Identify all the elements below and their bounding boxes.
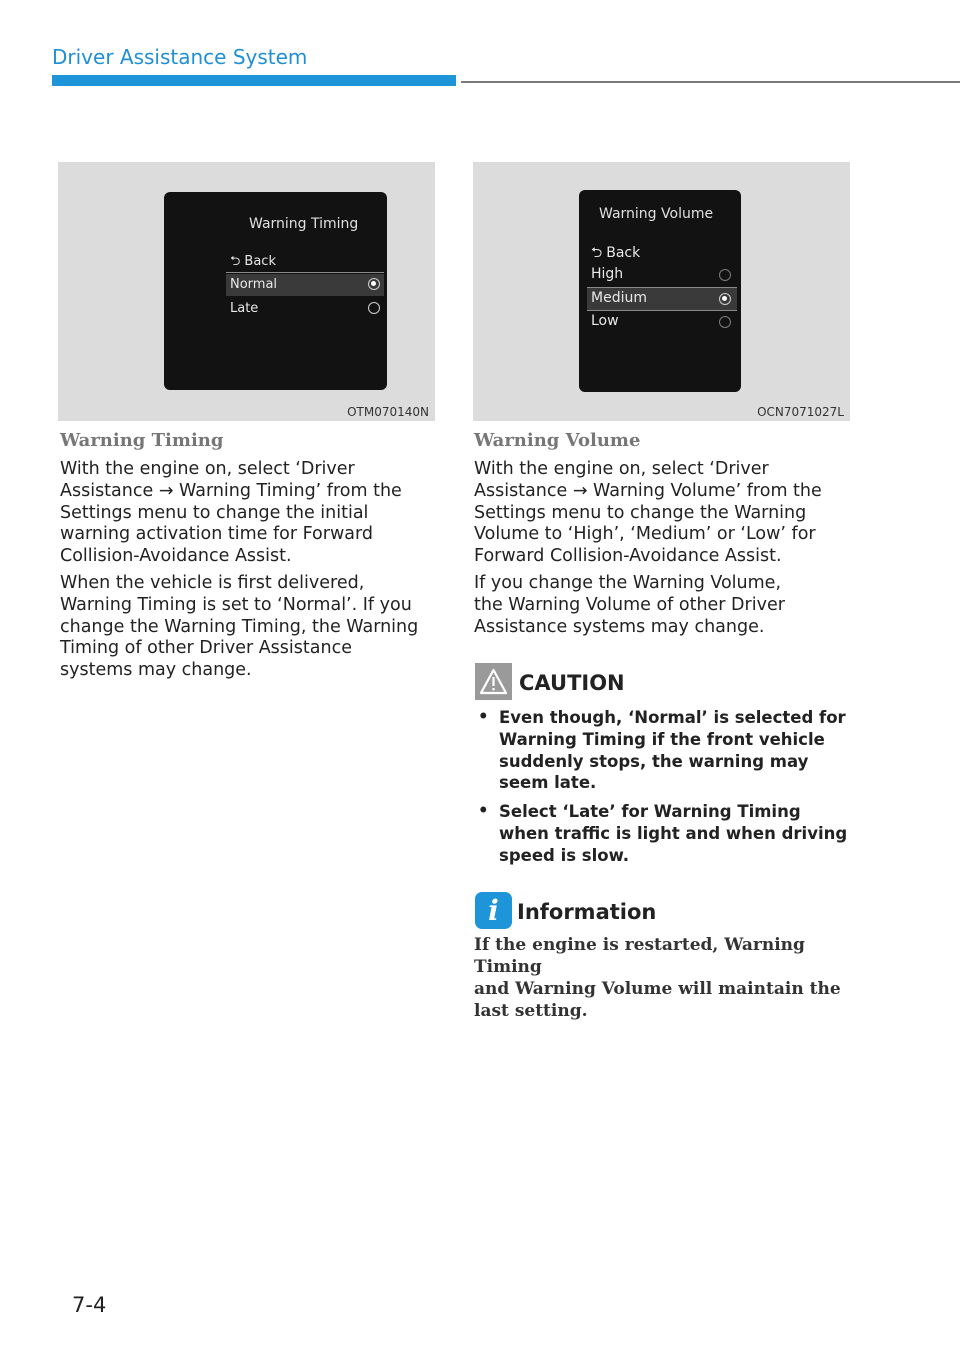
warning-volume-paragraph-2 <box>474 573 785 638</box>
text-line: With the engine on, select ‘Driver <box>60 459 355 479</box>
radio-empty-icon <box>719 316 731 328</box>
warning-volume-paragraph-1 <box>474 459 822 568</box>
cluster-screen <box>579 190 741 392</box>
warning-timing-figure <box>58 162 435 421</box>
option-label: Normal <box>230 277 278 292</box>
text-line: when traffic is light and when driving <box>499 823 848 843</box>
text-line: warning activation time for Forward <box>60 524 373 545</box>
screen-title: Warning Timing <box>249 216 359 232</box>
text-line: last setting. <box>474 1001 588 1021</box>
option-row-late <box>226 298 384 320</box>
radio-selected-icon <box>719 293 731 305</box>
header-accent-bar <box>52 75 456 86</box>
text-line: With the engine on, select ‘Driver <box>474 459 769 479</box>
text-line: When the vehicle is first delivered, <box>60 573 365 593</box>
text-line: the Warning Volume of other Driver <box>474 594 785 615</box>
text-line: Forward Collision-Avoidance Assist. <box>474 546 782 567</box>
text-line: Warning Timing if the front vehicle <box>499 729 825 749</box>
text-line: change the Warning Timing, the Warning <box>60 616 419 637</box>
warning-volume-heading: Warning Volume <box>474 430 641 451</box>
text-line: Assistance → Warning Timing’ from the <box>60 480 402 501</box>
info-icon: i <box>475 892 512 929</box>
text-line: seem late. <box>499 773 597 793</box>
figure-code: OCN7071027L <box>757 405 844 419</box>
option-label: High <box>591 266 624 282</box>
back-label: Back <box>244 254 276 269</box>
text-line: suddenly stops, the warning may <box>499 751 809 771</box>
screen-divider <box>226 272 384 273</box>
text-line: Settings menu to change the initial <box>60 502 369 523</box>
option-row-medium <box>587 288 737 310</box>
header-rule <box>461 81 960 83</box>
radio-selected-icon <box>368 278 380 290</box>
text-line: Even though, ‘Normal’ is selected for <box>499 708 846 727</box>
option-row-normal <box>226 274 384 296</box>
option-row-high <box>587 264 737 286</box>
text-line: and Warning Volume will maintain the <box>474 979 841 999</box>
warning-timing-paragraph-1 <box>60 459 402 568</box>
text-line: Select ‘Late’ for Warning Timing <box>499 802 801 821</box>
bullet-icon: • <box>478 801 489 820</box>
back-arrow-icon: ⮌ <box>591 245 603 261</box>
text-line: Collision-Avoidance Assist. <box>60 546 292 567</box>
text-line: If the engine is restarted, Warning Timing <box>474 935 805 977</box>
text-line: Assistance → Warning Volume’ from the <box>474 480 822 501</box>
caution-bullet-2 <box>499 801 859 866</box>
back-item <box>591 242 640 266</box>
figure-code: OTM070140N <box>347 405 429 419</box>
option-label: Medium <box>591 290 647 306</box>
warning-triangle-icon <box>475 663 512 700</box>
text-line: systems may change. <box>60 660 252 681</box>
text-line: Volume to ‘High’, ‘Medium’ or ‘Low’ for <box>474 524 816 545</box>
screen-title: Warning Volume <box>599 206 714 222</box>
option-label: Late <box>230 301 259 316</box>
warning-timing-paragraph-2 <box>60 573 418 682</box>
back-arrow-icon: ⮌ <box>230 254 241 269</box>
radio-empty-icon <box>368 302 380 314</box>
text-line: If you change the Warning Volume, <box>474 573 782 593</box>
text-line: Warning Timing is set to ‘Normal’. If you <box>60 594 412 615</box>
caution-bullet-1 <box>499 707 859 794</box>
option-label: Low <box>591 313 619 329</box>
radio-empty-icon <box>719 269 731 281</box>
warning-timing-heading: Warning Timing <box>60 430 224 451</box>
back-item <box>230 252 276 274</box>
text-line: Timing of other Driver Assistance <box>60 638 352 659</box>
option-row-low <box>587 311 737 333</box>
text-line: Settings menu to change the Warning <box>474 502 807 523</box>
warning-volume-figure <box>473 162 850 421</box>
cluster-screen <box>164 192 387 390</box>
text-line: Assistance systems may change. <box>474 616 765 637</box>
page-number: 7-4 <box>72 1293 107 1317</box>
caution-label: CAUTION <box>519 671 625 695</box>
information-label: Information <box>517 900 657 924</box>
section-title: Driver Assistance System <box>52 45 308 69</box>
information-text <box>474 934 854 1022</box>
bullet-icon: • <box>478 707 489 726</box>
text-line: speed is slow. <box>499 845 630 865</box>
back-label: Back <box>606 245 641 261</box>
